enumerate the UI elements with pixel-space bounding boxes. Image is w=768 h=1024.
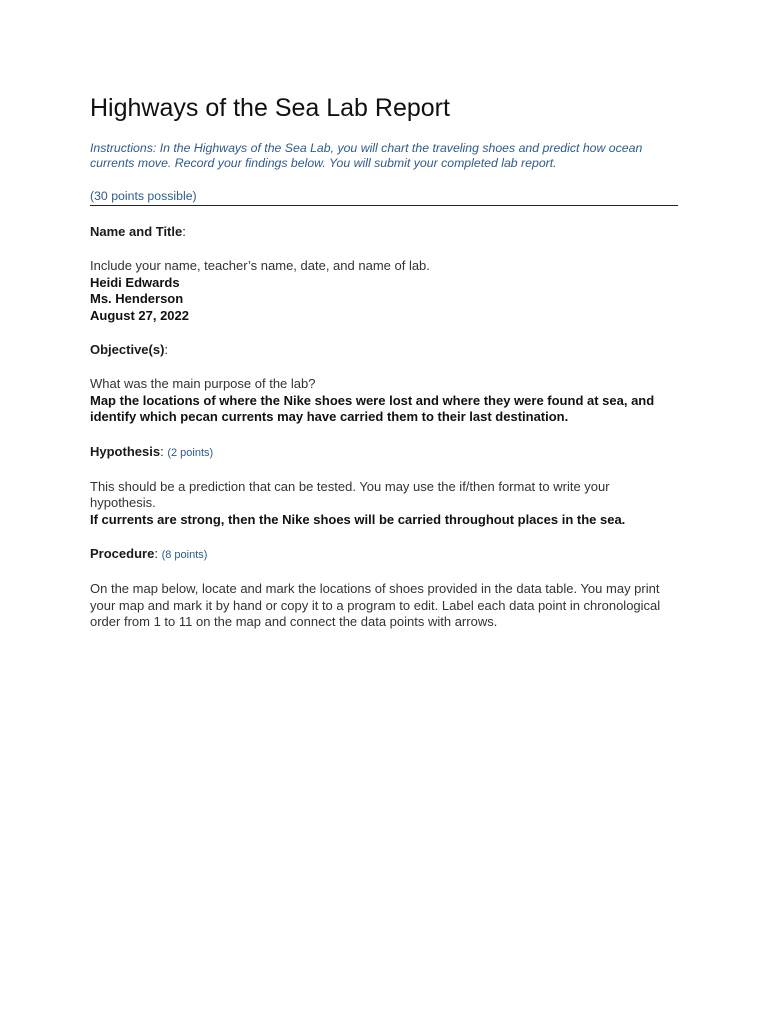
teacher-name: Ms. Henderson	[90, 291, 184, 306]
hypothesis-answer: If currents are strong, then the Nike shoes will be carried throughout places in the sea.	[90, 511, 626, 527]
page-title: Highways of the Sea Lab Report	[90, 94, 450, 122]
objective-heading: Objective(s):	[90, 342, 169, 357]
points-possible: (30 points possible)	[90, 189, 678, 206]
name-title-prompt: Include your name, teacher’s name, date, and name of lab.	[90, 258, 430, 273]
procedure-heading: Procedure: (8 points)	[90, 546, 208, 561]
hypothesis-prompt: This should be a prediction that can be tested. You may use the if/then format to write your hypothesis.	[90, 478, 610, 510]
objective-section	[90, 342, 678, 426]
student-name: Heidi Edwards	[90, 274, 180, 290]
name-title-heading: Name and Title:	[90, 224, 186, 239]
report-date: August 27, 2022	[90, 307, 189, 323]
procedure-section	[90, 546, 678, 631]
hypothesis-section	[90, 444, 678, 529]
procedure-prompt: On the map below, locate and mark the locations of shoes provided in the data table. You may print your map and mark it by hand or copy it to a program to edit. Label each data point in chronological order from 1 to 11 on the map and connect the data points with arrows.	[90, 581, 661, 629]
document-body	[90, 92, 678, 631]
objective-answer: Map the locations of where the Nike shoes were lost and where they were found at sea, and identify which pecan currents may have carried them to their last destination.	[90, 392, 655, 424]
instructions-text: Instructions: In the Highways of the Sea Lab, you will chart the traveling shoes and predict how ocean currents move. Record your findings below. You will submit your completed lab report.	[90, 141, 643, 170]
procedure-points: (8 points)	[161, 549, 208, 561]
hypothesis-points: (2 points)	[167, 446, 214, 459]
objective-prompt: What was the main purpose of the lab?	[90, 376, 316, 391]
hypothesis-heading: Hypothesis: (2 points)	[90, 443, 214, 459]
name-title-section	[90, 224, 678, 324]
